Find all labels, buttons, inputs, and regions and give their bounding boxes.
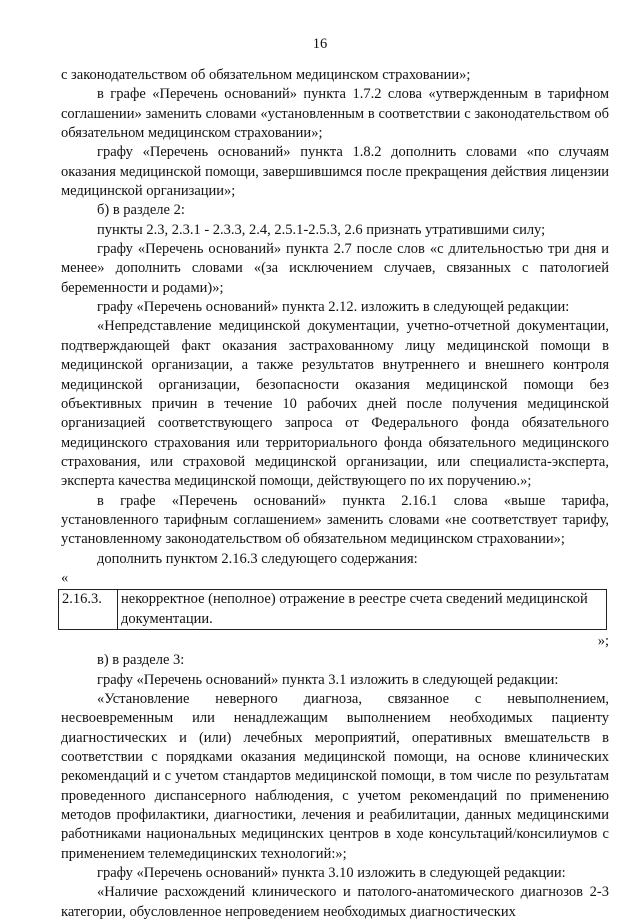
section-heading: б) в разделе 2: xyxy=(97,202,185,219)
paragraph: графу «Перечень оснований» пункта 3.10 изложить в следующей редакции: xyxy=(97,865,566,882)
paragraph: «Непредставление медицинской документации, учетно-отчетной документации, подтверждающей факт оказания застрахованному лицу медицинской помощи в медицинской организации, а также результатов внутреннего и внешнего контроля медицинской организации, безопасности оказания медицинской помощи без объективных причин в течение 10 рабочих дней после получения медицинской организацией соответствующего запроса от Федерального фонда обязательного медицинского страхования или территориального фонда обязательного медицинского страхования, или страховой медицинской организации, или специалиста-эксперта, эксперта качества медицинской помощи, действующего по их поручению.»; xyxy=(61,318,609,490)
table-cell-number: 2.16.3. xyxy=(59,590,118,630)
amendment-table xyxy=(58,589,607,630)
paragraph: в графе «Перечень оснований» пункта 2.16.1 слова «выше тарифа, установленного тарифным соглашением» заменить словами «не соответствует тарифу, установленному законодательством об обязательном медицинском страховании»; xyxy=(61,492,609,548)
paragraph: графу «Перечень оснований» пункта 2.7 после слов «с длительностью три дня и менее» дополнить словами «(за исключением случаев, связанных с патологией беременности и родами)»; xyxy=(61,241,609,296)
page-number: 16 xyxy=(312,36,328,52)
table-row xyxy=(59,590,607,630)
paragraph: графу «Перечень оснований» пункта 1.8.2 дополнить словами «по случаям оказания медицинской помощи, завершившимся после прекращения действия лицензии медицинской организации»; xyxy=(61,144,609,200)
open-quote: « xyxy=(61,569,69,586)
paragraph: с законодательством об обязательном медицинском страховании»; xyxy=(61,67,471,83)
paragraph: «Наличие расхождений клинического и патолого-анатомического диагнозов 2-3 категории, обусловленное непроведением необходимых диагностических xyxy=(61,884,609,920)
paragraph: «Установление неверного диагноза, связанное с невыполнением, несвоевременным или ненадлежащим выполнением необходимых пациенту диагностических и (или) лечебных мероприятий, оперативных вмешательств в соответствии с порядками оказания медицинской помощи, на основе клинических рекомендаций и с учетом стандартов медицинской помощи, в том числе по результатам проведенного диспансерного наблюдения, с учетом рекомендаций по применению методов профилактики, диагностики, лечения и реабилитации, данных медицинскими работниками национальных медицинских центров в ходе консультаций/консилиумов с применением телемедицинских технологий:»; xyxy=(61,691,609,862)
paragraph: в графе «Перечень оснований» пункта 1.7.2 слова «утвержденным в тарифном соглашении» заменить словами «установленным в соответствии с законодательством об обязательном медицинском страховании»; xyxy=(61,86,609,142)
paragraph: графу «Перечень оснований» пункта 3.1 изложить в следующей редакции: xyxy=(97,671,559,688)
paragraph: графу «Перечень оснований» пункта 2.12. изложить в следующей редакции: xyxy=(97,299,570,316)
paragraph: дополнить пунктом 2.16.3 следующего содержания: xyxy=(97,550,418,567)
table-cell-text: некорректное (неполное) отражение в реестре счета сведений медицинской документации. xyxy=(118,590,607,630)
section-heading: в) в разделе 3: xyxy=(97,652,185,669)
document-body xyxy=(61,66,609,922)
paragraph: пункты 2.3, 2.3.1 - 2.3.3, 2.4, 2.5.1-2.5.3, 2.6 признать утратившими силу; xyxy=(97,221,546,238)
close-quote: »; xyxy=(597,632,609,649)
